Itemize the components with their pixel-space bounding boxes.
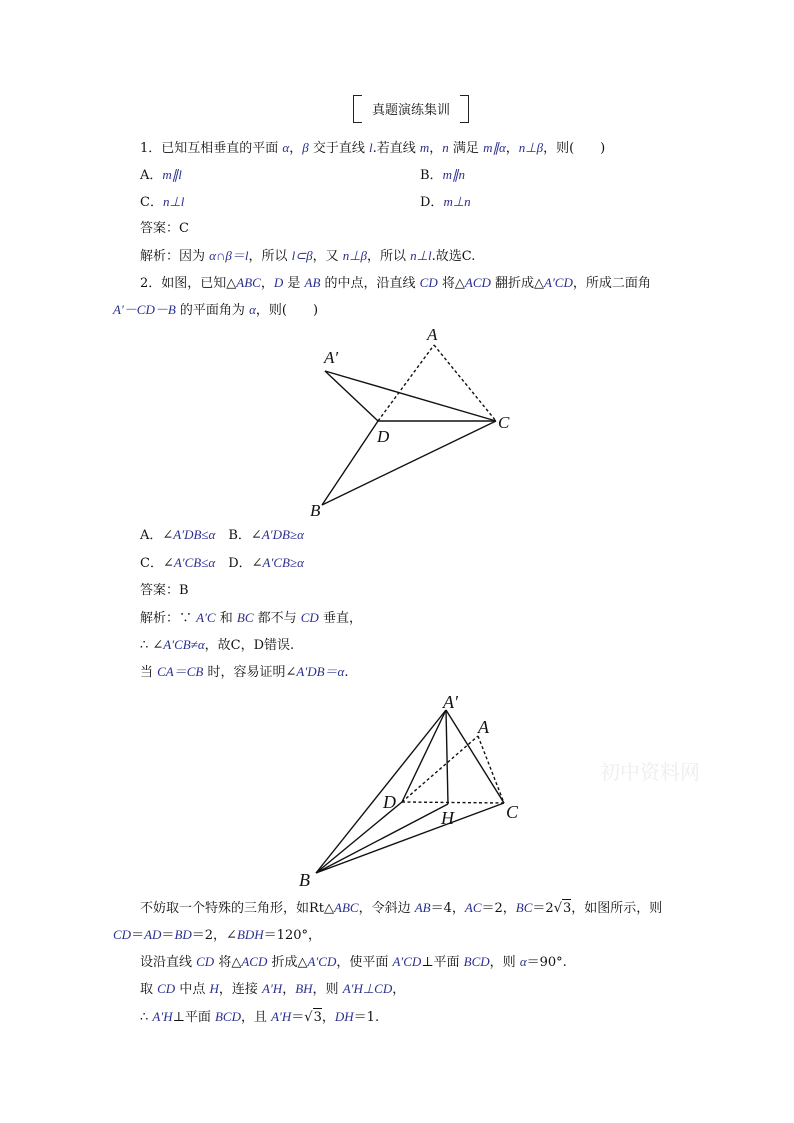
section-header [353, 95, 469, 121]
q2-answer: 答案：B [140, 583, 189, 598]
q2-stem-line2: A′－CD－B 的平面角为 α，则( ) [113, 302, 319, 318]
q2-para-2: CD＝AD＝BD＝2，∠BDH＝120°， [113, 927, 321, 943]
q2-para-1: 不妨取一个特殊的三角形，如Rt△ABC，令斜边 AB＝4，AC＝2，BC＝2√3，如图所示，则 [140, 900, 663, 916]
q2-analysis-line3: 当 CA＝CB 时，容易证明∠A′DB＝α. [140, 664, 349, 680]
fig2-label-d: D [383, 792, 396, 812]
right-bracket [460, 95, 469, 123]
q2-stem-line1: 2．如图，已知△ABC，D 是 AB 的中点，沿直线 CD 将△ACD 翻折成△A′CD，所成二面角 [140, 275, 651, 291]
q1-answer: 答案：C [140, 221, 189, 236]
q1-option-a: A．m∥l [140, 167, 182, 183]
q2-options-ab: A．∠A′DB≤α B．∠A′DB≥α [140, 527, 304, 543]
sqrt-radicand: 3 [563, 901, 572, 916]
fig1-label-a1: A′ [324, 348, 339, 367]
q2-options-cd: C．∠A′CB≤α D．∠A′CB≥α [140, 555, 304, 571]
q2-analysis-line2: ∴ ∠A′CB≠α，故C，D错误. [140, 637, 295, 653]
fig2-label-a: A [478, 717, 489, 737]
fig2-label-a1: A′ [443, 692, 458, 712]
fig2-edge-a-c [478, 736, 504, 803]
fig2-edge-a1-h [446, 710, 448, 804]
fig2-edge-b-h [316, 804, 448, 873]
fig2-edge-d-a [402, 736, 478, 802]
fig1-edge-d-b [322, 421, 378, 505]
fig2-label-h: H [441, 808, 454, 828]
fig2-edge-b-d [316, 802, 402, 873]
sqrt-radicand: 3 [313, 1010, 322, 1025]
q2-para-3: 设沿直线 CD 将△ACD 折成△A′CD，使平面 A′CD⊥平面 BCD，则 α＝90°. [140, 954, 567, 970]
fig2-label-b: B [299, 870, 310, 890]
figure-2 [296, 686, 524, 890]
q2-para-4: 取 CD 中点 H，连接 A′H，BH，则 A′H⊥CD， [140, 981, 406, 997]
section-title: 真题演练集训 [371, 103, 450, 118]
fig1-label-d: D [377, 427, 390, 446]
q1-stem: 1．已知互相垂直的平面 α，β 交于直线 l.若直线 m，n 满足 m∥α，n⊥β，则( ) [140, 140, 606, 156]
q1-option-d: D．m⊥n [420, 194, 471, 210]
q1-option-b: B．m∥n [420, 167, 465, 183]
q1-analysis: 解析：因为 α∩β＝l，所以 l⊂β，又 n⊥β，所以 n⊥l.故选C. [140, 248, 476, 264]
fig1-label-a: A [427, 325, 438, 344]
fig1-edge-a-c [434, 345, 496, 421]
figure-1 [310, 322, 515, 518]
fig2-edge-d-c [402, 802, 504, 803]
q1-option-c: C．n⊥l [140, 194, 185, 210]
fig1-label-c: C [498, 413, 510, 432]
watermark: 初中资料网 [600, 760, 700, 784]
q2-para-5: ∴ A′H⊥平面 BCD，且 A′H＝√3，DH＝1. [140, 1009, 380, 1025]
fig1-label-b: B [310, 501, 321, 518]
fig2-edge-a1-c [446, 710, 504, 803]
fig2-label-c: C [506, 802, 519, 822]
fig1-edge-b-c [322, 421, 496, 505]
fig1-edge-d-a [378, 345, 434, 421]
q2-analysis-line1: 解析：∵ A′C 和 BC 都不与 CD 垂直， [140, 610, 362, 626]
